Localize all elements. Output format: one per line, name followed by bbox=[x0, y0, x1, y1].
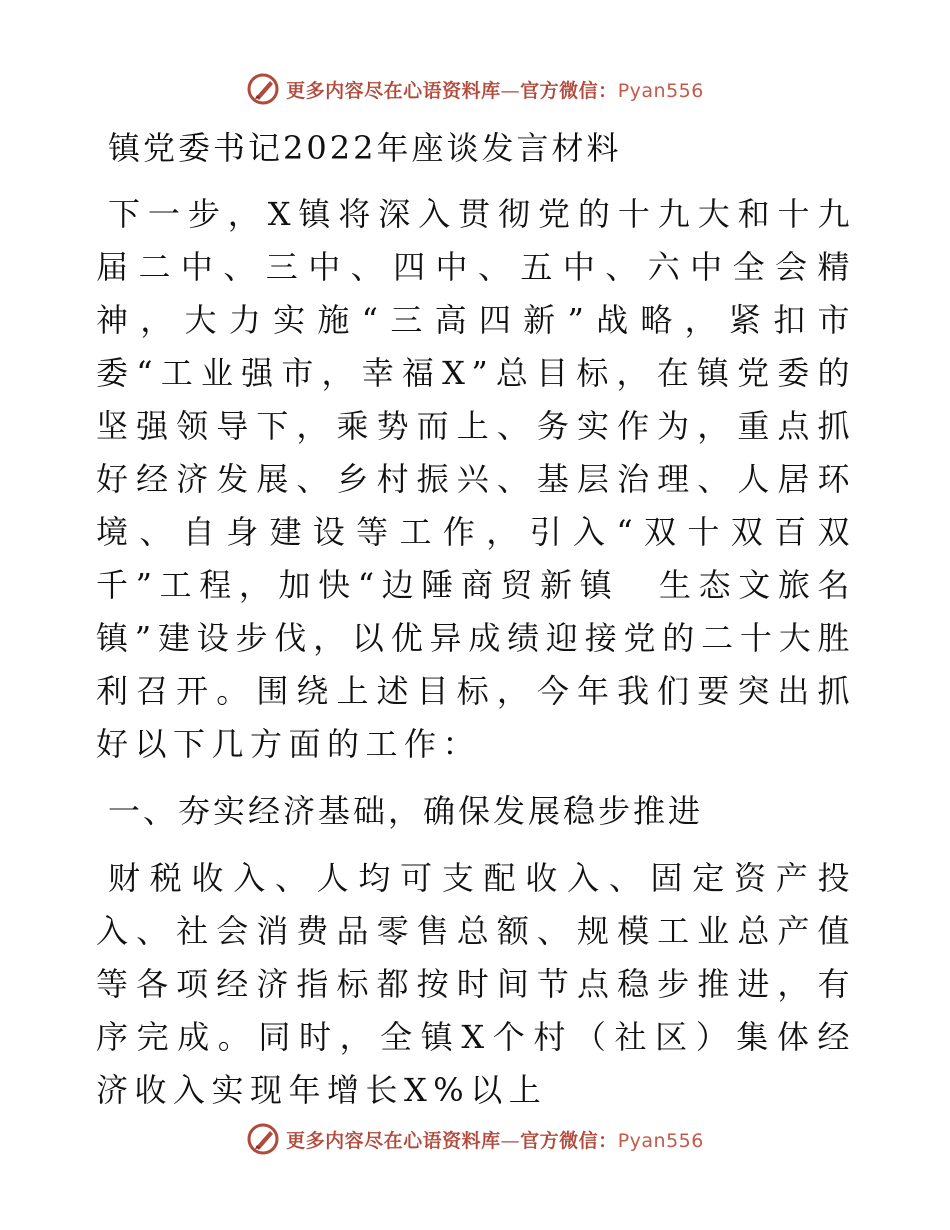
watermark-wechat-id: Pyan556 bbox=[617, 79, 704, 102]
watermark-wechat-id: Pyan556 bbox=[617, 1129, 704, 1152]
watermark-text bbox=[286, 76, 704, 103]
watermark-wechat-label: 官方微信： bbox=[520, 79, 618, 102]
watermark-banner-top bbox=[0, 72, 950, 106]
watermark-banner-bottom bbox=[0, 1122, 950, 1156]
document-body bbox=[96, 122, 856, 1117]
watermark-text bbox=[286, 1126, 704, 1153]
pen-logo-icon bbox=[246, 1122, 280, 1156]
watermark-main-text: 更多内容尽在心语资料库 bbox=[286, 79, 501, 102]
paragraph-2: 财税收入、人均可支配收入、固定资产投入、社会消费品零售总额、规模工业总产值等各项经济指标都按时间节点稳步推进，有序完成。同时，全镇X个村（社区）集体经济收入实现年增长X%以上 bbox=[96, 859, 856, 1109]
section-1-heading: 一、夯实经济基础，确保发展稳步推进 bbox=[108, 792, 704, 830]
paragraph-1: 下一步，X镇将深入贯彻党的十九大和十九届二中、三中、四中、五中、六中全会精神，大力实施“三高四新”战略，紧扣市委“工业强市，幸福X”总目标，在镇党委的坚强领导下，乘势而上、务实作为，重点抓好经济发展、乡村振兴、基层治理、人居环境、自身建设等工作，引入“双十双百双千”工程，加快“边陲商贸新镇 生态文旅名镇”建设步伐，以优异成绩迎接党的二十大胜利召开。围绕上述目标，今年我们要突出抓好以下几方面的工作： bbox=[96, 195, 856, 763]
watermark-main-text: 更多内容尽在心语资料库 bbox=[286, 1129, 501, 1152]
document-title: 镇党委书记2022年座谈发言材料 bbox=[108, 129, 622, 167]
watermark-separator: — bbox=[500, 79, 521, 102]
pen-logo-icon bbox=[246, 72, 280, 106]
watermark-separator: — bbox=[500, 1129, 521, 1152]
watermark-wechat-label: 官方微信： bbox=[520, 1129, 618, 1152]
